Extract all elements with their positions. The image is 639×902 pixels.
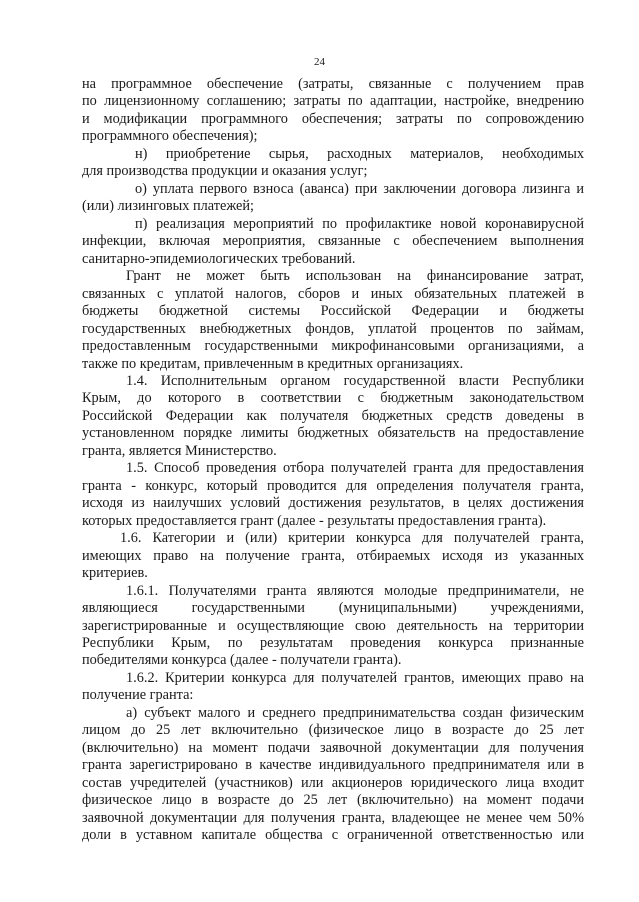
- text-line: Крым, до которого в соответствии с бюджетным законодательством: [82, 390, 584, 407]
- text-line: победителями конкурса (далее - получатели гранта).: [82, 652, 402, 669]
- text-line: также по кредитам, привлеченным в кредитных организациях.: [82, 355, 464, 372]
- text-line: инфекции, включая мероприятия, связанные с обеспечением выполнения: [82, 233, 584, 250]
- text-line: а) субъект малого и среднего предпринимательства создан физическим: [126, 704, 584, 721]
- text-line: на программное обеспечение (затраты, связанные с получением прав: [82, 76, 584, 92]
- text-line: и модификации программного обеспечения; затраты по сопровождению: [82, 110, 584, 127]
- text-line: Российской Федерации как получателя бюджетных средств доведены в: [82, 407, 584, 424]
- text-line: предоставленным государственными микрофинансовыми организациями, а: [82, 338, 584, 355]
- text-line: критериев.: [82, 565, 148, 582]
- text-line: связанных с уплатой налогов, сборов и иных обязательных платежей в: [82, 285, 584, 302]
- text-line: Грант не может быть использован на финансирование затрат,: [126, 268, 584, 285]
- text-line: санитарно-эпидемиологических требований.: [82, 250, 356, 267]
- text-line: (включительно) на момент подачи заявочной документации для получения: [82, 739, 584, 756]
- text-line: 1.5. Способ проведения отбора получателей гранта для предоставления: [126, 460, 584, 477]
- text-line: п) реализация мероприятий по профилактике новой коронавирусной: [135, 215, 584, 232]
- text-line: программного обеспечения);: [82, 128, 258, 145]
- text-line: государственных внебюджетных фондов, уплатой процентов по займам,: [82, 320, 584, 337]
- text-line: гранта зарегистрировано в качестве индивидуального предпринимателя или в: [82, 757, 584, 774]
- text-line: исходя из наилучших условий достижения результатов, в целях достижения: [82, 495, 584, 512]
- text-line: доли в уставном капитале общества с ограниченной ответственностью или: [82, 827, 584, 844]
- text-line: получение гранта:: [82, 687, 194, 704]
- text-line: для производства продукции и оказания услуг;: [82, 163, 368, 180]
- text-line: Республики Крым, по результатам проведения конкурса признанные: [82, 635, 584, 651]
- text-line: 1.4. Исполнительным органом государственной власти Республики: [126, 372, 584, 389]
- page-number: 24: [314, 56, 325, 68]
- text-line: лицом до 25 лет включительно (физическое лицо в возрасте до 25 лет: [82, 722, 584, 739]
- text-line: бюджеты бюджетной системы Российской Федерации и бюджеты: [82, 303, 584, 320]
- text-line: гранта, является Министерство.: [82, 442, 277, 459]
- text-line: физическое лицо в возрасте до 25 лет (включительно) на момент подачи: [82, 792, 584, 809]
- text-line: о) уплата первого взноса (аванса) при заключении договора лизинга и: [135, 180, 584, 197]
- text-line: установленном порядке лимиты бюджетных обязательств на предоставление: [82, 425, 584, 442]
- text-line: 1.6. Категории и (или) критерии конкурса для получателей гранта,: [120, 530, 584, 547]
- text-line: заявочной документации для получения гранта, владеющее не менее чем 50%: [82, 809, 584, 826]
- text-line: н) приобретение сырья, расходных материалов, необходимых: [135, 145, 584, 162]
- text-line: по лицензионному соглашению; затраты по адаптации, настройке, внедрению: [82, 93, 584, 110]
- text-line: (или) лизинговых платежей;: [82, 198, 255, 215]
- text-line: являющиеся государственными (муниципальными) учреждениями,: [82, 600, 584, 617]
- document-body: [82, 76, 584, 845]
- text-line: 1.6.1. Получателями гранта являются молодые предприниматели, не: [126, 582, 584, 599]
- text-line: зарегистрированные и осуществляющие свою деятельность на территории: [82, 617, 584, 634]
- text-line: имеющих право на получение гранта, отбираемых исходя из указанных: [82, 547, 584, 564]
- text-line: 1.6.2. Критерии конкурса для получателей грантов, имеющих право на: [126, 669, 584, 686]
- text-line: которых предоставляется грант (далее - результаты предоставления гранта).: [82, 512, 547, 529]
- text-line: гранта - конкурс, который проводится для определения получателя гранта,: [82, 477, 584, 494]
- text-line: состав учредителей (участников) или акционеров юридического лица входит: [82, 774, 584, 791]
